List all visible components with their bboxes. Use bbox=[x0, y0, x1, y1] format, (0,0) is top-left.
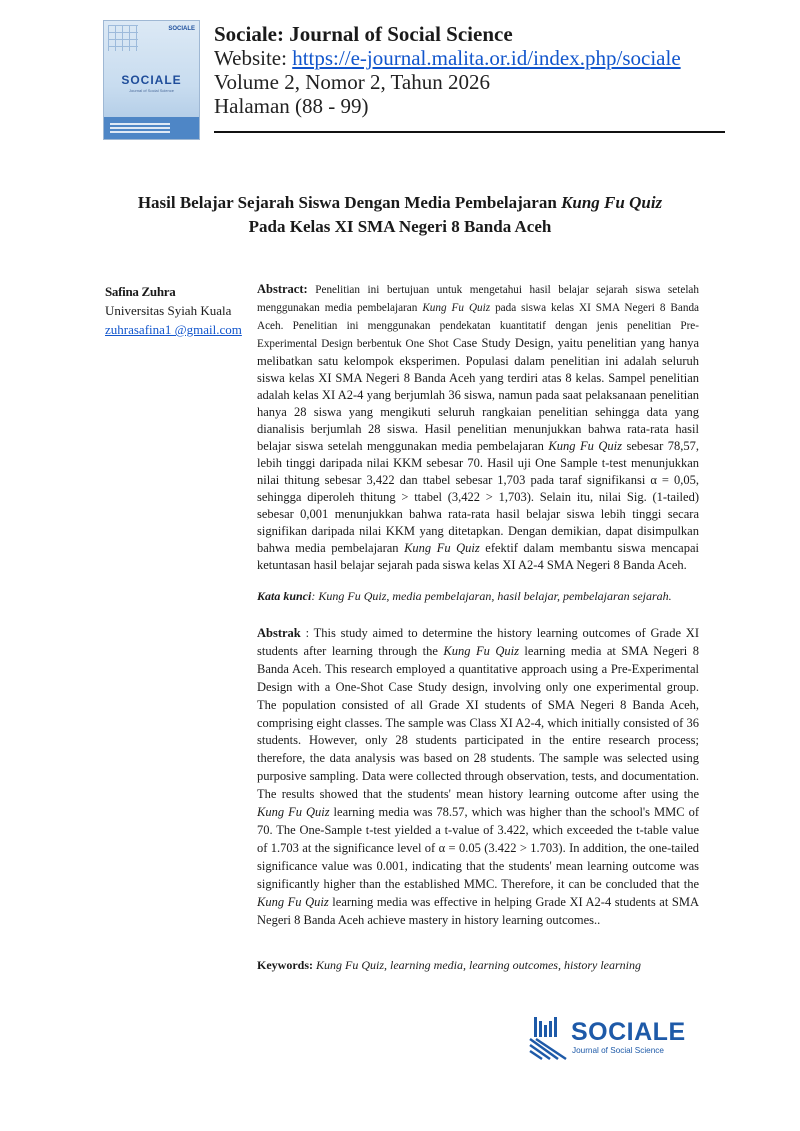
abstract-en-sentence-3: learning media was 78.57, which was higher than the school's MMC of 70. The One-Sample t-test yielded a t-value of 3.422, which exceeded the t-table value of 1.703 at the significance level of α = 0.05 (3.422 > 1.703). In addition, the one-tailed significance value was 0.001, indicating that the students' mean learning outcome was significantly higher than the established MMC. Therefore, it can be concluded that the bbox=[257, 805, 699, 891]
abstract-english-text bbox=[257, 625, 699, 929]
title-italic-term: Kung Fu Quiz bbox=[561, 193, 663, 212]
cover-pattern bbox=[108, 25, 138, 51]
logo-tagline: Journal of Social Science bbox=[572, 1046, 664, 1055]
website-link[interactable]: https://e-journal.malita.or.id/index.php/sociale bbox=[292, 46, 681, 70]
cover-badge: SOCIALE bbox=[168, 26, 195, 32]
author-name: Safina Zuhra bbox=[105, 284, 176, 299]
keywords-en-label: Keywords: bbox=[257, 958, 313, 972]
page-range: Halaman (88 - 99) bbox=[214, 94, 369, 118]
article-title bbox=[80, 191, 720, 239]
abstract-label: Abstract: bbox=[257, 282, 308, 296]
author-affiliation: Universitas Syiah Kuala bbox=[105, 303, 232, 318]
abstract-en-sentence-1: : This study aimed to determine the history learning outcomes of Grade XI students after learning through the bbox=[257, 626, 699, 658]
author-block bbox=[105, 282, 250, 339]
keywords-id-value: : Kung Fu Quiz, media pembelajaran, hasil belajar, pembelajaran sejarah. bbox=[311, 589, 672, 603]
volume-info: Volume 2, Nomor 2, Tahun 2026 bbox=[214, 70, 490, 94]
abstract-id-sentence-4: sebesar 78,57, lebih tinggi daripada nilai KKM sebesar 70. Hasil uji One Sample t-test menunjukkan nilai thitung sebesar 3,422 dan ttabel sebesar 1,703 pada taraf signifikansi α = 0,05, sehingga diperoleh thitung > ttabel (3,422 > 1,703). Selain itu, nilai Sig. (1-tailed) sebesar 0,001 menunjukkan bahwa rata-rata hasil belajar siswa lebih tinggi secara signifikan daripada nilai KKM yang ditetapkan. Dengan demikian, dapat disimpulkan bahwa media pembelajaran bbox=[257, 439, 699, 555]
sociale-logo-icon bbox=[528, 1013, 576, 1061]
keywords-indonesian bbox=[257, 588, 699, 605]
cover-subtitle: Journal of Social Science bbox=[129, 88, 174, 93]
abstract-id-sentence-5: efektif dalam membantu siswa mencapai ketuntasan hasil belajar sejarah pada siswa kelas XI A2-4 SMA Negeri 8 Banda Aceh. bbox=[257, 541, 699, 572]
abstrak-label: Abstrak bbox=[257, 626, 301, 640]
abstract-en-term-1: Kung Fu Quiz bbox=[443, 643, 519, 658]
abstract-en-sentence-2: learning media at SMA Negeri 8 Banda Aceh. This research employed a quantitative approach using a Pre-Experimental Design with a One-Shot Case Study design, involving only one experimental group. The population consisted of all Grade XI students of SMA Negeri 8 Banda Aceh, comprising eight classes. The sample was Class XI A2-4, which initially consisted of 36 students. However, only 28 students participated in the entire research process; therefore, the data analysis was based on 28 students. The sample was selected using purposive sampling. Data were collected through observation, tests, and documentation. The results showed that the students' mean history learning outcome after using the bbox=[257, 643, 699, 802]
logo-wordmark: SOCIALE bbox=[571, 1018, 686, 1046]
keywords-english bbox=[257, 957, 699, 974]
abstract-en-term-3: Kung Fu Quiz bbox=[257, 894, 329, 909]
abstract-id-sentence-3: Case Study Design, yaitu penelitian yang hanya melibatkan satu kelompok eksperimen. Populasi dalam penelitian ini adalah seluruh siswa kelas XI SMA Negeri 8 Banda Aceh yang terdiri atas 8 kelas. Sampel penelitian adalah kelas XI A2-4 yang berjumlah 36 siswa, namun pada saat pelaksanaan penelitian hanya 28 siswa yang mengikuti seluruh rangkaian penelitian sehingga data yang dianalisis berjumlah 28 siswa. Hasil penelitian menunjukkan bahwa rata-rata hasil belajar siswa setelah menggunakan media pembelajaran bbox=[257, 336, 699, 453]
author-email-link[interactable]: zuhrasafina1 @gmail.com bbox=[105, 322, 242, 337]
title-line-2: Pada Kelas XI SMA Negeri 8 Banda Aceh bbox=[248, 217, 552, 236]
abstract-indonesian-text bbox=[257, 281, 699, 574]
journal-cover-thumbnail bbox=[103, 20, 200, 140]
title-text: Hasil Belajar Sejarah Siswa Dengan Media Pembelajaran bbox=[137, 193, 562, 212]
abstract-english bbox=[257, 625, 699, 929]
abstract-id-term-3: Kung Fu Quiz bbox=[404, 541, 480, 555]
abstract-id-sentence-1: Penelitian ini bertujuan untuk mengetahui hasil belajar sejarah siswa setelah menggunakan media pembelajaran bbox=[257, 284, 699, 314]
abstract-id-term-2: Kung Fu Quiz bbox=[548, 439, 622, 453]
abstract-en-sentence-4: learning media was effective in helping Grade XI A2-4 students at SMA Negeri 8 Banda Aceh achieve mastery in history learning outcomes.. bbox=[257, 894, 699, 927]
abstract-indonesian bbox=[257, 281, 699, 574]
keywords-en-value: Kung Fu Quiz, learning media, learning outcomes, history learning bbox=[313, 958, 641, 972]
journal-name: Sociale: Journal of Social Science bbox=[214, 22, 513, 46]
header-divider bbox=[214, 131, 725, 133]
website-label: Website: bbox=[214, 46, 293, 70]
cover-title: SOCIALE bbox=[121, 73, 182, 87]
abstract-id-sentence-2: pada siswa kelas XI SMA Negeri 8 Banda Aceh. Penelitian ini menggunakan pendekatan kuantitatif dengan jenis penelitian Pre-Experimental Design berbentuk One Shot bbox=[257, 302, 700, 350]
title-line-1 bbox=[80, 191, 720, 215]
keywords-id-label: Kata kunci bbox=[257, 589, 312, 603]
abstract-id-term-1: Kung Fu Quiz bbox=[422, 302, 491, 314]
sociale-logo bbox=[528, 1013, 690, 1061]
journal-header bbox=[214, 22, 681, 118]
cover-band bbox=[104, 117, 199, 139]
abstract-en-term-2: Kung Fu Quiz bbox=[257, 805, 330, 820]
website-line bbox=[214, 46, 681, 70]
